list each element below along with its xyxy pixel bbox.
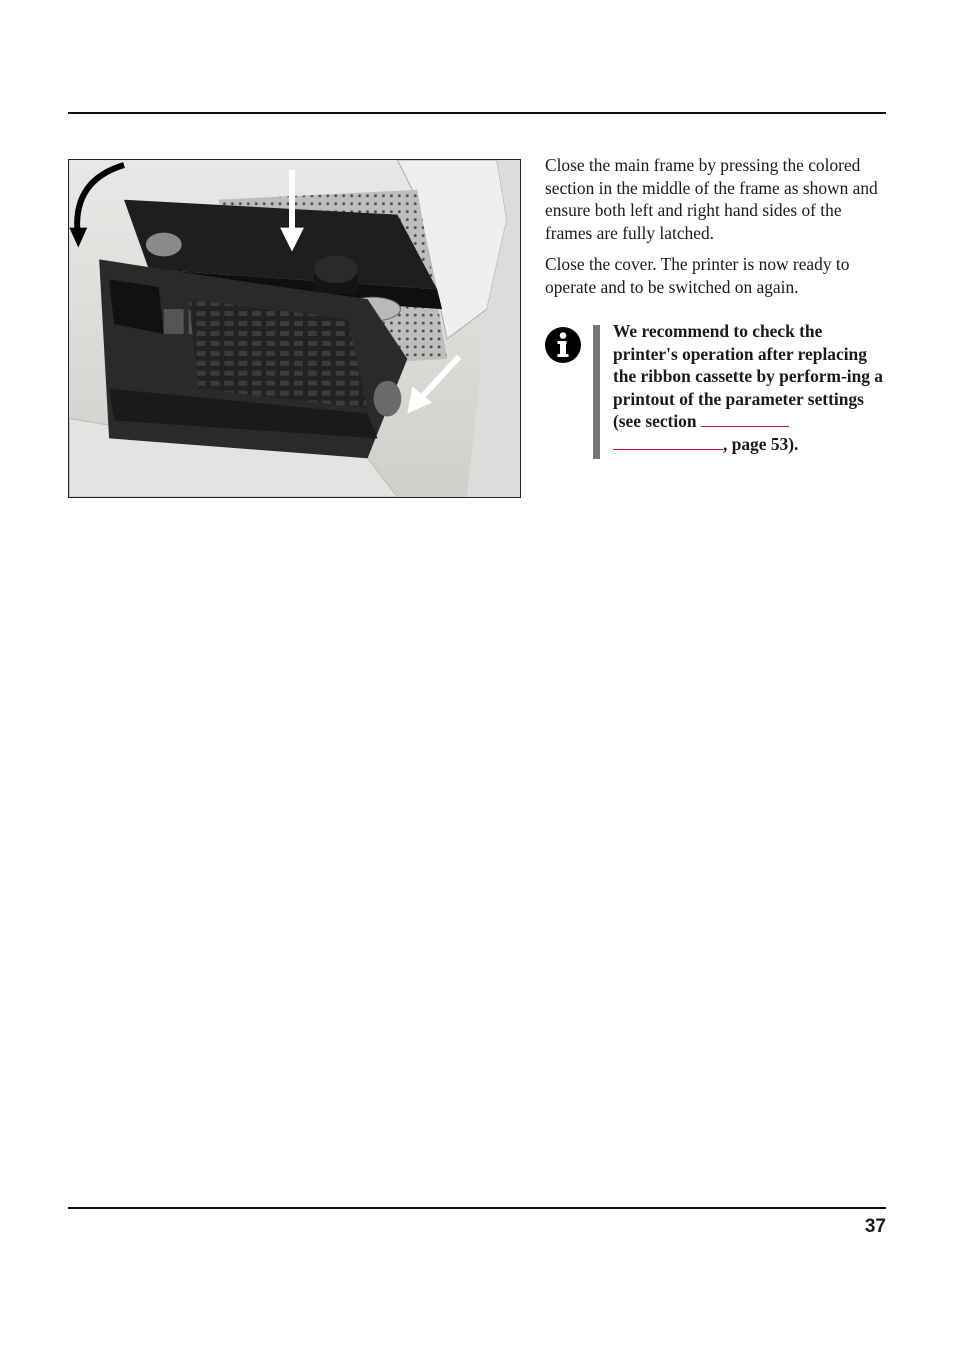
page-number: 37 [864,1216,886,1237]
note-text [613,320,888,456]
note-bar [593,325,600,459]
instruction-paragraph-2: Close the cover. The printer is now ready to operate and to be switched on again. [545,254,850,297]
info-icon [545,327,581,363]
section-link-underline-2 [613,435,723,450]
header-rule [68,112,886,114]
section-link-underline [701,412,789,427]
instruction-text [545,154,886,308]
note-text-before: We recommend to check the printer's operation after replacing the ribbon cassette by perform-ing a printout of the parameter settings (see section [613,321,884,432]
printer-photo [68,159,521,498]
instruction-paragraph-1: Close the main frame by pressing the colored section in the middle of the frame as shown and ensure both left and right hand sides of the frames are fully latched. [545,155,878,243]
printer-photo-illustration [69,160,520,497]
footer-rule [68,1207,886,1209]
note-text-after: , page 53). [723,433,799,454]
